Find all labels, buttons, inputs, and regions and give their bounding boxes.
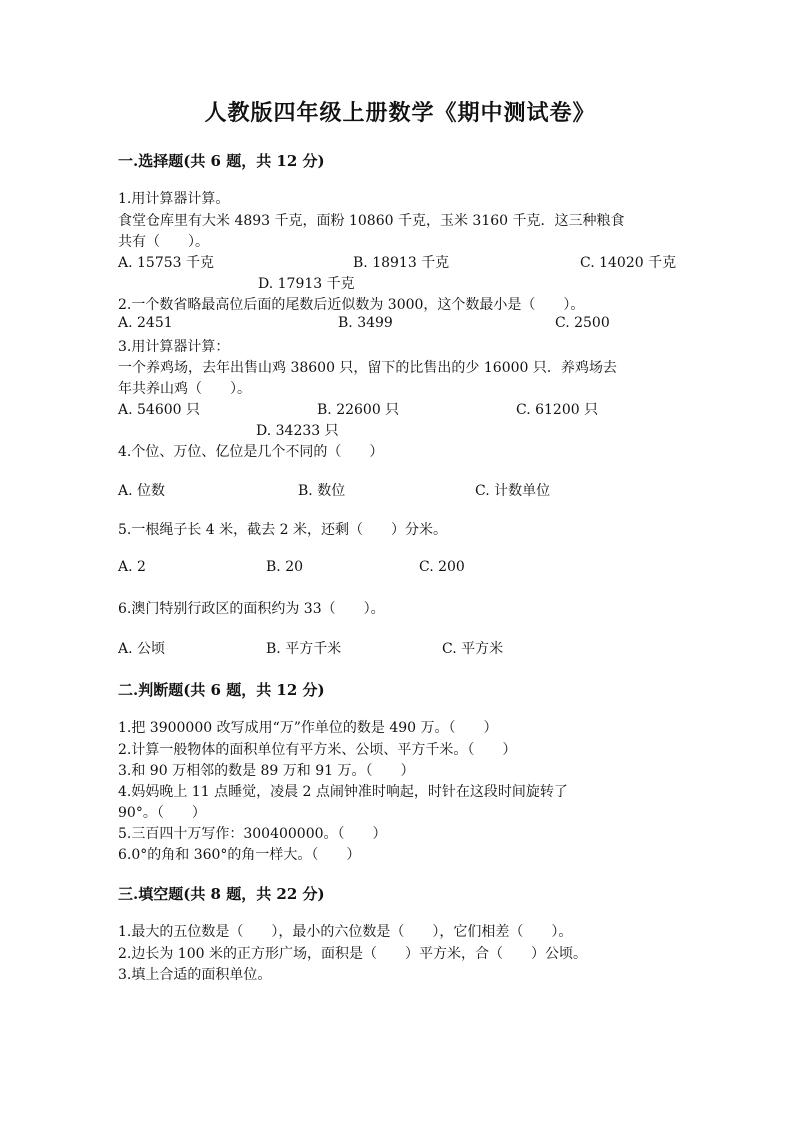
question-text: 1.用计算器计算。 <box>118 191 230 207</box>
question-text: 6.澳门特别行政区的面积约为 33（ ）。 <box>118 601 385 617</box>
option-b: B. 3499 <box>338 315 393 331</box>
question-text: 一个养鸡场，去年出售山鸡 38600 只，留下的比售出的少 16000 只．养鸡场去 <box>118 360 617 376</box>
option-c: C. 61200 只 <box>516 402 599 418</box>
judgement-line: 90°。（ ） <box>118 805 206 821</box>
option-b: B. 20 <box>266 559 304 575</box>
question-text: 2.一个数省略最高位后面的尾数后近似数为 3000，这个数最小是（ ）。 <box>118 297 585 313</box>
option-a: A. 公顷 <box>118 641 166 657</box>
fill-in-line: 1.最大的五位数是（ ），最小的六位数是（ ），它们相差（ ）。 <box>118 924 573 940</box>
option-c: C. 14020 千克 <box>580 255 677 271</box>
option-b: B. 22600 只 <box>317 402 400 418</box>
judgement-line: 6.0°的角和 360°的角一样大。（ ） <box>118 847 361 863</box>
option-c: C. 计数单位 <box>475 483 551 499</box>
section-heading-choice: 一.选择题(共 6 题，共 12 分) <box>118 152 325 170</box>
option-c: C. 2500 <box>555 315 610 331</box>
option-a: A. 15753 千克 <box>118 255 214 271</box>
question-text: 5.一根绳子长 4 米，截去 2 米，还剩（ ）分米。 <box>118 522 447 538</box>
page-title: 人教版四年级上册数学《期中测试卷》 <box>204 100 596 126</box>
judgement-line: 1.把 3900000 改写成用“万”作单位的数是 490 万。（ ） <box>118 720 498 736</box>
option-b: B. 18913 千克 <box>353 255 450 271</box>
question-text: 共有（ ）。 <box>118 234 209 250</box>
option-c: C. 平方米 <box>442 641 504 657</box>
question-text: 4.个位、万位、亿位是几个不同的（ ） <box>118 444 384 460</box>
option-a: A. 2451 <box>118 315 173 331</box>
option-a: A. 2 <box>118 559 146 575</box>
option-b: B. 平方千米 <box>266 641 342 657</box>
question-text: 3.用计算器计算： <box>118 339 230 355</box>
fill-in-line: 2.边长为 100 米的正方形广场，面积是（ ）平方米，合（ ）公顷。 <box>118 946 587 962</box>
section-heading-fill-in: 三.填空题(共 8 题，共 22 分) <box>118 885 325 903</box>
option-b: B. 数位 <box>298 483 346 499</box>
option-d: D. 17913 千克 <box>258 276 355 292</box>
judgement-line: 5.三百四十万写作：300400000。（ ） <box>118 826 387 842</box>
option-a: A. 位数 <box>118 483 166 499</box>
judgement-line: 2.计算一般物体的面积单位有平方米、公顷、平方千米。（ ） <box>118 742 517 758</box>
option-c: C. 200 <box>419 559 465 575</box>
judgement-line: 3.和 90 万相邻的数是 89 万和 91 万。（ ） <box>118 763 415 779</box>
option-a: A. 54600 只 <box>118 402 200 418</box>
judgement-line: 4.妈妈晚上 11 点睡觉，凌晨 2 点闹钟准时响起，时针在这段时间旋转了 <box>118 784 568 800</box>
section-heading-judgement: 二.判断题(共 6 题，共 12 分) <box>118 681 325 699</box>
question-text: 年共养山鸡（ ）。 <box>118 381 251 397</box>
option-d: D. 34233 只 <box>256 423 339 439</box>
fill-in-line: 3.填上合适的面积单位。 <box>118 967 272 983</box>
question-text: 食堂仓库里有大米 4893 千克，面粉 10860 千克，玉米 3160 千克．这三种粮食 <box>118 213 625 229</box>
